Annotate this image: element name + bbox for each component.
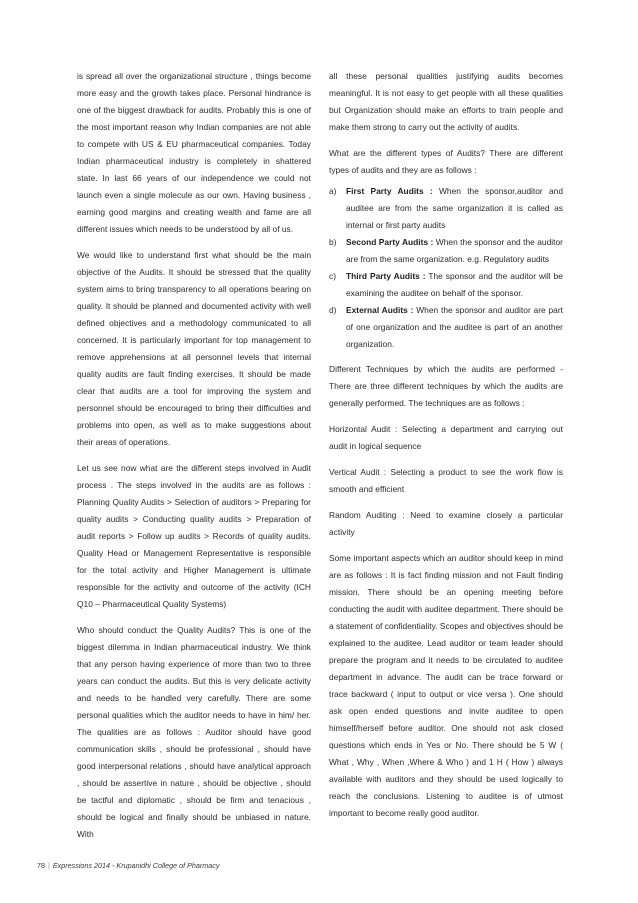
audit-type-title: External Audits : — [346, 305, 414, 315]
paragraph-auditor-aspects: Some important aspects which an auditor should keep in mind are as follows : It is fact finding mission and not Fault finding mission. There should be an opening meeting before conducting the audit with auditee department. There should be a statement of confidentiality. Scopes and objectives should be explained to the auditee. Lead auditor or team leader should prepare the program and it needs to be circulated to auditee department in advance. The audit can be trace forward or trace backward ( input to output or vice versa ). One should ask open ended questions and invite auditee to open himself/herself before auditor. One should not ask closed questions which ends in Yes or No. There should be 5 W ( What , Why , When ,Where & Who ) and 1 H ( How ) always available with auditors and they should be used logically to reach the conclusions. Listening to auditee is of utmost important to become really good auditor. — [329, 553, 563, 818]
page-number: 78 — [37, 861, 45, 870]
paragraph-qualities-continued: all these personal qualities justifying audits becomes meaningful. It is not easy to get people with all these qualities but Organization should make an efforts to train people and make them strong to carry out the activity of audits. — [329, 71, 563, 132]
list-item — [329, 183, 563, 234]
paragraph-who-conducts: Who should conduct the Quality Audits? This is one of the biggest dilemma in Indian pharmaceutical industry. We think that any person having experience of more than two to three years can conduct the audits. But this is very delicate activity and needs to be handled very carefully. There are some personal qualities which the auditor needs to have in him/ her. The qualities are as follows : Auditor should have good communication skills , should be professional , should have good interpersonal relations , should have analytical approach , should be assertive in nature , should be objective , should be tactful and diplomatic , should be firm and tenacious , should be logical and finally should be unbiased in nature. With — [77, 625, 311, 839]
publication-title: Expressions 2014 - Krupanidhi College of Pharmacy — [52, 861, 220, 870]
list-marker: a) — [329, 186, 337, 196]
paragraph-techniques-lead: Different Techniques by which the audits are performed - There are three different techniques by which the audits are generally performed. The techniques are as follows : — [329, 364, 563, 408]
audit-type-text: When the sponsor and the auditor are from the same organization. e.g. Regulatory audits — [346, 237, 563, 264]
footer-separator: | — [48, 861, 50, 870]
list-marker: b) — [329, 237, 337, 247]
audit-type-title: Second Party Audits : — [346, 237, 434, 247]
audit-type-text: The sponsor and the auditor will be examining the auditee on behalf of the sponsor. — [346, 271, 563, 298]
audit-type-text: When the sponsor,auditor and auditee are from the same organization it is called as internal or first party audits — [346, 186, 563, 230]
page-footer — [37, 861, 219, 870]
audit-types-list — [329, 183, 563, 353]
paragraph-vertical-audit: Vertical Audit : Selecting a product to see the work flow is smooth and efficient — [329, 467, 563, 494]
paragraph-horizontal-audit: Horizontal Audit : Selecting a department and carrying out audit in logical sequence — [329, 424, 563, 451]
right-column — [329, 68, 563, 831]
paragraph-audit-steps: Let us see now what are the different steps involved in Audit process . The steps involved in the audits are as follows : Planning Quality Audits > Selection of auditors > Preparing for quality audits > Conducting quality audits > Preparation of audit reports > Follow up audits > Records of quality audits. Quality Head or Management Representative is responsible for the total activity and Higher Management is ultimate responsible for the activity and outcome of the activity (ICH Q10 – Pharmaceutical Quality Systems) — [77, 463, 311, 609]
audit-type-title: Third Party Audits : — [346, 271, 426, 281]
list-marker: d) — [329, 305, 337, 315]
paragraph-types-lead: What are the different types of Audits? There are different types of audits and they are as follows : — [329, 148, 563, 175]
list-item — [329, 234, 563, 268]
left-column — [77, 68, 311, 852]
list-item — [329, 268, 563, 302]
list-marker: c) — [329, 271, 337, 281]
audit-type-title: First Party Audits : — [346, 186, 433, 196]
paragraph-intro-continued: is spread all over the organizational structure , things become more easy and the growth takes place. Personal hindrance is one of the biggest drawback for audits. Probably this is one of the most important reason why Indian companies are not able to compete with US & EU pharmaceutical companies. Today Indian pharmaceutical industry is completely in shattered state. In last 66 years of our independence we could not launch even a single molecule as our own. Having business , earning good margins and creating wealth and fame are all different issues which needs to be understood by all of us. — [77, 71, 311, 234]
paragraph-audit-objective: We would like to understand first what should be the main objective of the Audits. It should be stressed that the quality system aims to bring transparency to all operations bearing on quality. It should be planned and documented activity with well defined objectives and a methodology communicated to all concerned. It is particularly important for top management to remove apprehensions at all personnel levels that internal quality audits are fault finding exercises. It should be made clear that audits are a tool for improving the system and personnel should be encouraged to bring their difficulties and problems into open, as well as to make suggestions about their areas of operations. — [77, 250, 311, 447]
audit-type-text: When the sponsor and auditor are part of one organization and the auditee is part of an another organization. — [346, 305, 563, 349]
paragraph-random-auditing: Random Auditing : Need to examine closely a particular activity — [329, 510, 563, 537]
list-item — [329, 302, 563, 353]
